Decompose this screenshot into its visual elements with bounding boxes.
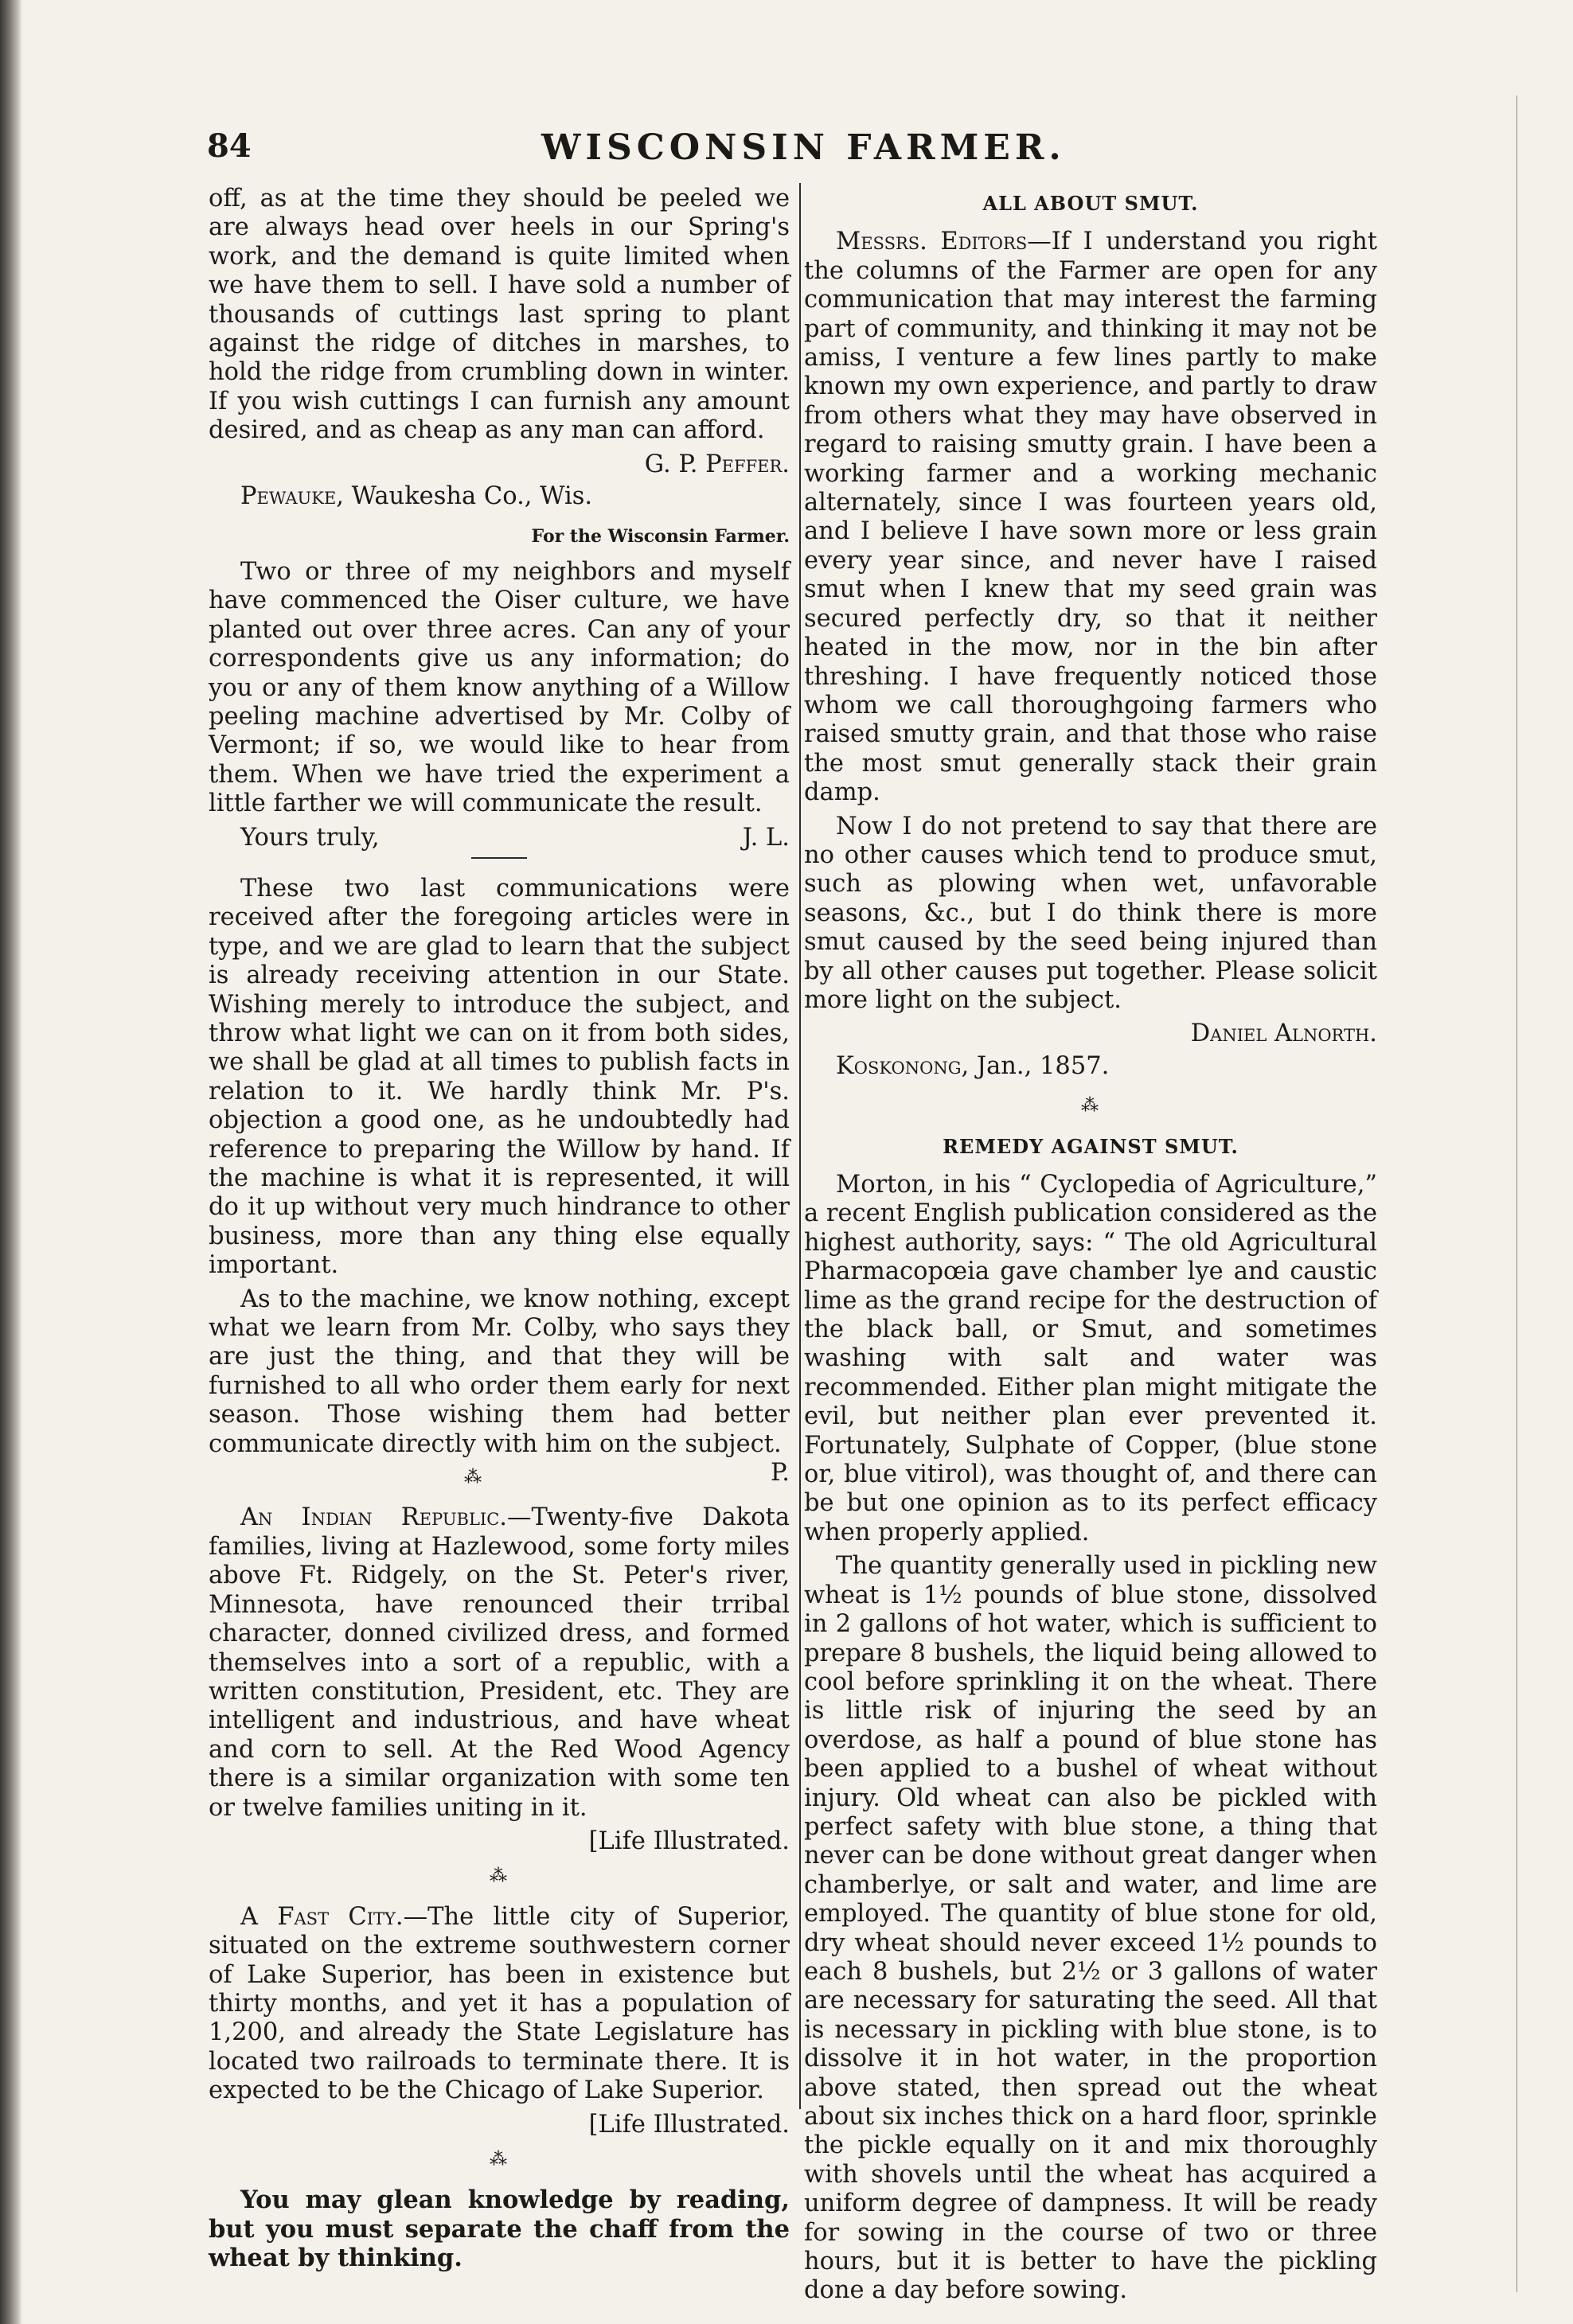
right-column [804, 185, 1377, 2310]
credit-line: For the Wisconsin Farmer. [531, 526, 790, 548]
ornament-divider: ⁂ [490, 2150, 509, 2170]
machine-text: As to the machine, we know nothing, except what we learn from Mr. Colby, who says they are just the thing, and that they will be furnished to all who order them early for next season. Those wishing them had better communicate directly with him on the subject. [209, 1285, 790, 1458]
signature-jl [240, 824, 790, 852]
heading-remedy-against-smut: REMEDY AGAINST SMUT. [943, 1134, 1239, 1158]
page-border-right [1516, 96, 1517, 2292]
smut-letter-text: —If I understand you right the columns of the Farmer are open for any communication that may interest the farming part of community, and thinking it may not be amiss, I venture a few lines partly to make known my own experience, and partly to draw from others what they may have observed in regard to raising smutty grain. I have been a working farmer and a working mechanic alternately, since I was fourteen years old, and I believe I have sown more or less grain every year since, and never have I raised smut when I knew that my seed grain was secured perfectly dry, so that it neither heated in the mow, nor in the bin after threshing. I have frequently noticed those whom we call thoroughgoing farmers who raised smutty grain, and that those who raise the most smut generally stack their grain damp. [804, 228, 1377, 807]
paragraph-editor-note: These two last communications were received after the foregoing articles were in type, and we are glad to learn that the subject is already receiving attention in our State. Wishing merely to introduce the subject, and throw what light we can on it from both sides, we shall be glad at all times to publish facts in relation to it. We hardly think Mr. P's. objection a good one, as he undoubtedly had reference to preparing the Willow by hand. If the machine is what it is represented, it will do it up without very much hindrance to other business, more than any thing else equally important. [209, 874, 790, 1280]
paragraph-cuttings: off, as at the time they should be peeled we are always head over heels in our Spring's work, and the demand is quite limited when we have them to sell. I have sold a number of thousands of cuttings last spring to plant against the ridge of ditches in marshes, to hold the ridge from crumbling down in winter. If you wish cuttings I can furnish any amount desired, and as cheap as any man can afford. [209, 185, 790, 445]
paragraph-other-causes: Now I do not pretend to say that there are no other causes which tend to produce smut, such as plowing when wet, unfavorable seasons, &c., but I do think there is more smut caused by the seed being injured than by all other causes put together. Please solicit more light on the subject. [804, 812, 1377, 1014]
closing: Yours truly, [240, 823, 380, 852]
paragraph-oiser: Two or three of my neighbors and myself have commenced the Oiser culture, we have planted out over three acres. Can any of your correspondents give us any information; do you or any of them know anything of a Willow peeling machine advertised by Mr. Colby of Vermont; if so, we would like to hear from them. When we have tried the experiment a little farther we will communicate the result. [209, 557, 790, 818]
page-number: 84 [207, 127, 252, 165]
dateline-pewauke [240, 482, 790, 511]
indian-republic-text: —Twenty-five Dakota families, living at Hazlewood, some forty miles above Ft. Ridgely, on the St. Peter's river, Minnesota, have renounced their trribal character, donned civilized dress, and formed themselves into a sort of a republic, with a written constitution, President, etc. They are intelligent and industrious, and have wheat and corn to sell. At the Red Wood Agency there is a similar organization with some ten or twelve families uniting in it. [209, 1503, 790, 1822]
place-rest: , Waukesha Co., Wis. [336, 482, 593, 511]
place-name: Koskonong [836, 1051, 962, 1080]
paragraph-fast-city [209, 1903, 790, 2106]
paragraph-morton: Morton, in his “ Cyclopedia of Agriculture,” a recent English publication considered as the highest authority, says: “ The old Agricultural Pharmacopœia gave chamber lye and caustic lime as the grand recipe for the destruction of the black ball, or Smut, and sometimes washing with salt and water was recommended. Either plan might mitigate the evil, but neither plan ever prevented it. Fortunately, Sulphate of Copper, (blue stone or, blue vitirol), was thought of, and there can be but one opinion as to its perfect efficacy when properly applied. [804, 1171, 1377, 1546]
place-rest: , Jan., 1857. [961, 1051, 1110, 1080]
source-life-illustrated: [Life Illustrated. [588, 2110, 790, 2139]
paragraph-machine [209, 1285, 790, 1488]
column-divider [799, 183, 801, 2109]
left-column [209, 185, 790, 2278]
page-binding-edge [0, 0, 22, 2324]
lead-messrs-editors: Messrs. Editors [836, 228, 1028, 256]
dateline-koskonong [836, 1052, 1377, 1081]
place-name: Pewauke [240, 482, 337, 511]
fast-city-text: —The little city of Superior, situated on the extreme southwestern corner of Lake Superior, has been in existence but thirty months, and yet it has a population of 1,200, and already the State Legislature has located two railroads to terminate there. It is expected to be the Chicago of Lake Superior. [209, 1902, 790, 2105]
ornament-divider: ⁂ [490, 1866, 509, 1887]
paragraph-pickling: The quantity generally used in pickling new wheat is 1½ pounds of blue stone, dissolved in 2 gallons of hot water, which is sufficient to prepare 8 bushels, the liquid being allowed to cool before sprinkling it on the wheat. There is little risk of injuring the seed by an overdose, as half a pound of blue stone has been applied to a bushel of wheat without injury. Old wheat can also be pickled with perfect safety with blue stone, a thing that never can be done without great danger when chamberlye, or salt and water, and lime are employed. The quantity of blue stone for old, dry wheat should never exceed 1½ pounds to each 8 bushels, but 2½ or 3 gallons of water are necessary for saturating the seed. All that is necessary in pickling with blue stone, is to dissolve it in hot water, in the proportion above stated, then spread out the wheat about six inches thick on a hard floor, sprinkle the pickle equally on it and mix thoroughly with shovels until the wheat has acquired a uniform degree of dampness. It will be ready for sowing in the course of two or three hours, but it is better to have the pickling done a day before sowing. [804, 1552, 1377, 2305]
paragraph-smut-letter [804, 228, 1377, 807]
ornament-divider: ⁂ [1081, 1096, 1100, 1117]
section-rule [471, 857, 527, 859]
machine-signature: P. [770, 1459, 790, 1488]
ornament-divider: ⁂ [463, 1468, 483, 1488]
masthead-title: WISCONSIN FARMER. [541, 127, 1066, 168]
heading-all-about-smut: ALL ABOUT SMUT. [982, 192, 1199, 215]
paragraph-glean-knowledge: You may glean knowledge by reading, but you must separate the chaff from the wheat by thinking. [209, 2186, 790, 2273]
lead-fast-city: A Fast City. [240, 1902, 404, 1931]
signature-peffer: G. P. Peffer. [644, 450, 790, 478]
lead-indian-republic: An Indian Republic. [240, 1503, 507, 1532]
source-life-illustrated: [Life Illustrated. [588, 1827, 790, 1855]
page-header [207, 127, 1385, 183]
signature-alnorth: Daniel Alnorth. [1190, 1020, 1377, 1048]
paragraph-indian-republic [209, 1503, 790, 1822]
initials: J. L. [742, 823, 790, 852]
